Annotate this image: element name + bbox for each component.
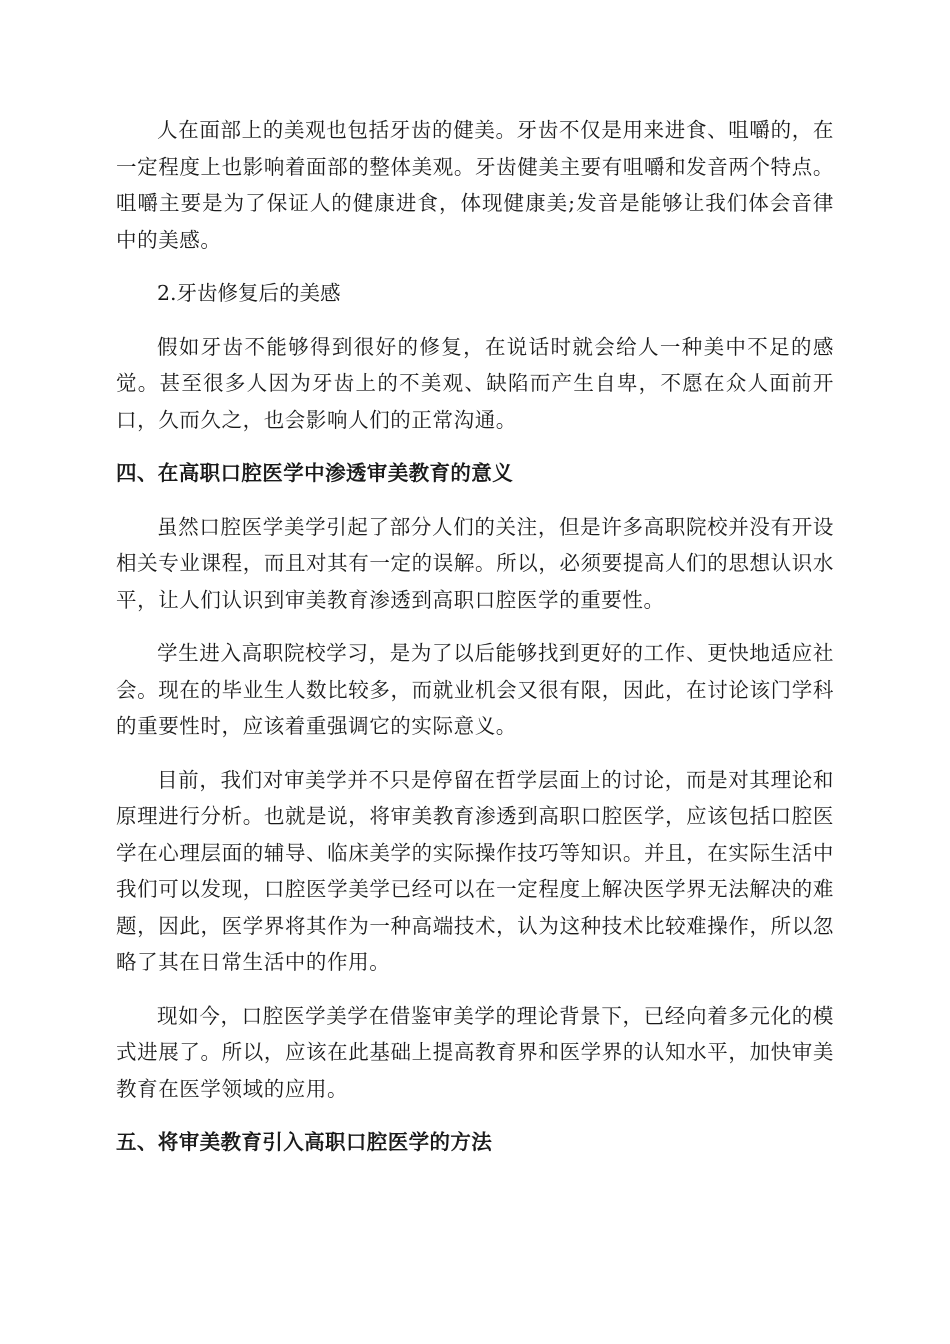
paragraph-teeth-beauty: 人在面部上的美观也包括牙齿的健美。牙齿不仅是用来进食、咀嚼的，在一定程度上也影响着面部的整体美观。牙齿健美主要有咀嚼和发音两个特点。咀嚼主要是为了保证人的健康进食，体现健康美;发音是能够让我们体会音律中的美感。 xyxy=(116,118,834,252)
paragraph-restoration: 假如牙齿不能够得到很好的修复，在说话时就会给人一种美中不足的感觉。甚至很多人因为牙齿上的不美观、缺陷而产生自卑，不愿在众人面前开口，久而久之，也会影响人们的正常沟通。 xyxy=(116,334,834,432)
paragraph-theory: 目前，我们对审美学并不只是停留在哲学层面上的讨论，而是对其理论和原理进行分析。也就是说，将审美教育渗透到高职口腔医学，应该包括口腔医学在心理层面的辅导、临床美学的实际操作技巧等知识。并且，在实际生活中我们可以发现，口腔医学美学已经可以在一定程度上解决医学界无法解决的难题，因此，医学界将其作为一种高端技术，认为这种技术比较难操作，所以忽略了其在日常生活中的作用。 xyxy=(116,767,834,974)
paragraph-diversification: 现如今，口腔医学美学在借鉴审美学的理论背景下，已经向着多元化的模式进展了。所以，应该在此基础上提高教育界和医学界的认知水平，加快审美教育在医学领域的应用。 xyxy=(116,1003,834,1101)
paragraph-students: 学生进入高职院校学习，是为了以后能够找到更好的工作、更快地适应社会。现在的毕业生人数比较多，而就业机会又很有限，因此，在讨论该门学科的重要性时，应该着重强调它的实际意义。 xyxy=(116,641,834,738)
document-page xyxy=(116,112,834,1178)
paragraph-awareness: 虽然口腔医学美学引起了部分人们的关注，但是许多高职院校并没有开设相关专业课程，而且对其有一定的误解。所以，必须要提高人们的思想认识水平，让人们认识到审美教育渗透到高职口腔医学的重要性。 xyxy=(116,514,834,612)
section-heading-5: 五、将审美教育引入高职口腔医学的方法 xyxy=(116,1130,493,1154)
section-heading-4: 四、在高职口腔医学中渗透审美教育的意义 xyxy=(116,461,514,485)
subheading-restoration-beauty: 2.牙齿修复后的美感 xyxy=(157,281,341,305)
